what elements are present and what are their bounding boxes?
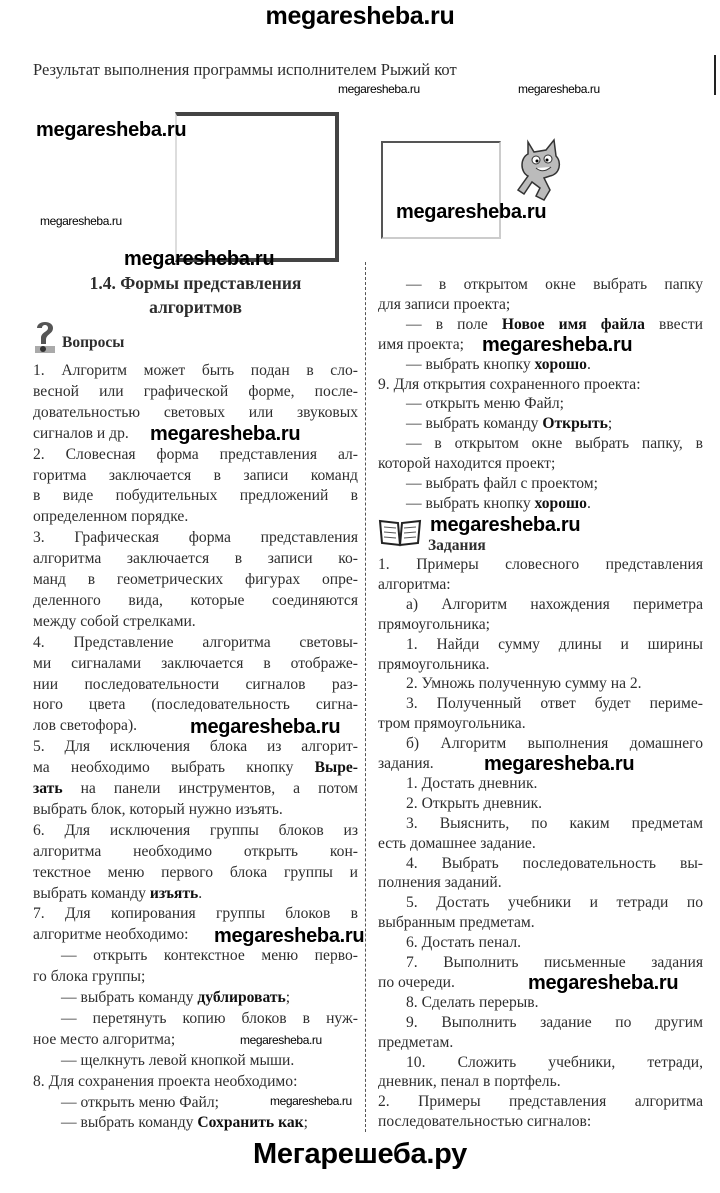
text-line: в виде побудительных предложений в <box>33 487 358 505</box>
column-divider <box>365 262 366 1132</box>
text-line: — выбрать кнопку хорошо. <box>406 494 591 512</box>
text-line: между собой стрелками. <box>33 612 196 630</box>
text-line: выбранным предметам. <box>378 914 535 932</box>
watermark: megaresheba.ru <box>36 119 187 141</box>
text-line: 5. Для исключения блока из алгорит- <box>33 738 358 756</box>
text-line: 1. Достать дневник. <box>406 774 538 792</box>
text-line: 4. Представление алгоритма световы- <box>33 633 358 651</box>
text-line: выбрать блок, который нужно изъять. <box>33 800 283 818</box>
text-line: — выбрать команду Открыть; <box>406 415 613 433</box>
text-line: для записи проекта; <box>378 295 511 313</box>
text-line: 7. Для копирования группы блоков в <box>33 905 358 923</box>
watermark: megaresheba.ru <box>240 1033 322 1047</box>
text-line: — перетянуть копию блоков в нуж- <box>61 1009 358 1027</box>
text-line: нии последовательности сигналов раз- <box>33 675 358 693</box>
text-line: ми сигналами заключается в отображе- <box>33 654 358 672</box>
text-line: 9. Выполнить задание по другим <box>406 1013 703 1031</box>
watermark: megaresheba.ru <box>482 334 633 356</box>
text-line: 3. Полученный ответ будет периме- <box>406 695 703 713</box>
text-line: есть домашнее задание. <box>378 834 536 852</box>
text-line: ное место алгоритма; <box>33 1030 176 1048</box>
text-line: алгоритма заключается в записи ко- <box>33 550 358 568</box>
text-line: 5. Достать учебники и тетради по <box>406 894 703 912</box>
watermark: megaresheba.ru <box>214 925 365 947</box>
text-line: зать на панели инструментов, а потом <box>33 780 358 797</box>
questions-label: Вопросы <box>62 334 125 351</box>
text-line: тром прямоугольника. <box>378 715 526 733</box>
result-square-large <box>175 112 339 262</box>
text-line: прямоугольника. <box>378 655 490 673</box>
text-line: 9. Для открытия сохраненного проекта: <box>378 375 641 393</box>
text-line: — выбрать файл с проектом; <box>406 475 599 492</box>
text-line: — в открытом окне выбрать папку, в <box>406 435 703 453</box>
tasks-label: Задания <box>428 537 486 554</box>
watermark: megaresheba.ru <box>270 1094 352 1108</box>
text-line: определенном порядке. <box>33 508 189 526</box>
watermark: megaresheba.ru <box>124 248 275 270</box>
text-line: предметам. <box>378 1033 454 1051</box>
text-line: весной или графической форме, после- <box>33 382 358 400</box>
text-line: 1. Примеры словесного представления <box>378 556 703 573</box>
site-footer-watermark: Мегарешеба.ру <box>253 1138 467 1170</box>
text-line: 2. Открыть дневник. <box>406 794 543 812</box>
watermark: megaresheba.ru <box>150 423 301 445</box>
text-line: — щелкнуть левой кнопкой мыши. <box>61 1051 295 1069</box>
watermark: megaresheba.ru <box>190 716 341 738</box>
text-line: 6. Для исключения группы блоков из <box>33 821 358 839</box>
text-line: 2. Примеры представления алгоритма <box>378 1093 703 1111</box>
text-line: 4. Выбрать последовательность вы- <box>406 854 703 872</box>
text-line: 10. Сложить учебники, тетради, <box>406 1053 703 1071</box>
text-line: 1. Найди сумму длины и ширины <box>406 635 703 653</box>
text-line: 3. Выяснить, по каким предметам <box>406 814 703 832</box>
text-line: лов светофора). <box>33 717 138 735</box>
text-line: 3. Графическая форма представления <box>33 529 358 547</box>
scratch-cat-icon <box>514 138 566 204</box>
watermark: megaresheba.ru <box>484 753 635 775</box>
text-line: дневник, пенал в портфель. <box>378 1073 561 1091</box>
text-line: текстное меню первого блока группы и <box>33 863 358 881</box>
watermark: megaresheba.ru <box>396 201 547 223</box>
text-line: манд в геометрических фигурах опре- <box>33 571 358 588</box>
question-icon <box>33 318 57 354</box>
text-line: сигналов и др. <box>33 424 129 442</box>
text-line: которой находится проект; <box>378 455 556 473</box>
text-line: — открыть контекстное меню перво- <box>61 947 358 965</box>
text-line: последовательностью сигналов: <box>378 1113 592 1131</box>
text-line: — открыть меню Файл; <box>61 1093 219 1111</box>
text-line: 1. Алгоритм может быть подан в сло- <box>33 362 358 379</box>
section-heading-line-1: 1.4. Формы представления <box>89 273 302 293</box>
text-line: — в открытом окне выбрать папку <box>406 276 703 293</box>
text-line: выбрать команду изъять. <box>33 884 203 902</box>
text-line: 6. Достать пенал. <box>406 934 522 952</box>
watermark: megaresheba.ru <box>430 514 581 536</box>
text-line: — выбрать команду дублировать; <box>61 989 291 1006</box>
site-header-watermark: megaresheba.ru <box>265 2 455 30</box>
text-line: полнения заданий. <box>378 874 502 892</box>
text-line: — выбрать команду Сохранить как; <box>61 1114 308 1132</box>
page-edge <box>714 55 716 95</box>
text-line: горитма заключается в записи команд <box>33 466 358 484</box>
text-line: го блока группы; <box>33 968 146 986</box>
text-line: — открыть меню Файл; <box>406 395 564 413</box>
watermark: megaresheba.ru <box>338 82 420 96</box>
text-line: 7. Выполнить письменные задания <box>406 954 703 971</box>
text-line: 2. Словесная форма представления ал- <box>33 445 358 463</box>
text-line: ного цвета (последовательность сигна- <box>33 696 358 714</box>
text-line: алгоритма: <box>378 575 451 593</box>
text-line: довательностью световых или звуковых <box>33 403 358 421</box>
text-line: по очереди. <box>378 973 455 991</box>
book-icon <box>378 517 422 547</box>
text-line: ма необходимо выбрать кнопку Выре- <box>33 759 358 777</box>
figure-caption: Результат выполнения программы исполнителем Рыжий кот <box>33 60 457 79</box>
text-line: имя проекта; <box>378 335 464 353</box>
text-line: задания. <box>378 755 434 772</box>
text-line: прямоугольника; <box>378 615 490 633</box>
text-line: 2. Умножь полученную сумму на 2. <box>406 675 642 693</box>
text-line: 8. Для сохранения проекта необходимо: <box>33 1072 298 1090</box>
text-line: — выбрать кнопку хорошо. <box>406 355 591 373</box>
text-line: алгоритме необходимо: <box>33 926 189 944</box>
watermark: megaresheba.ru <box>518 82 600 96</box>
text-line: деленного вида, которые соединяются <box>33 591 358 609</box>
watermark: megaresheba.ru <box>528 972 679 994</box>
text-line: — в поле Новое имя файла ввести <box>406 315 704 333</box>
section-heading-line-2: алгоритмов <box>149 297 242 317</box>
text-line: а) Алгоритм нахождения периметра <box>406 595 703 613</box>
text-line: алгоритма необходимо открыть кон- <box>33 842 358 860</box>
text-line: 8. Сделать перерыв. <box>406 993 539 1011</box>
watermark: megaresheba.ru <box>40 214 122 228</box>
result-square-small <box>381 141 501 239</box>
text-line: б) Алгоритм выполнения домашнего <box>406 735 703 753</box>
